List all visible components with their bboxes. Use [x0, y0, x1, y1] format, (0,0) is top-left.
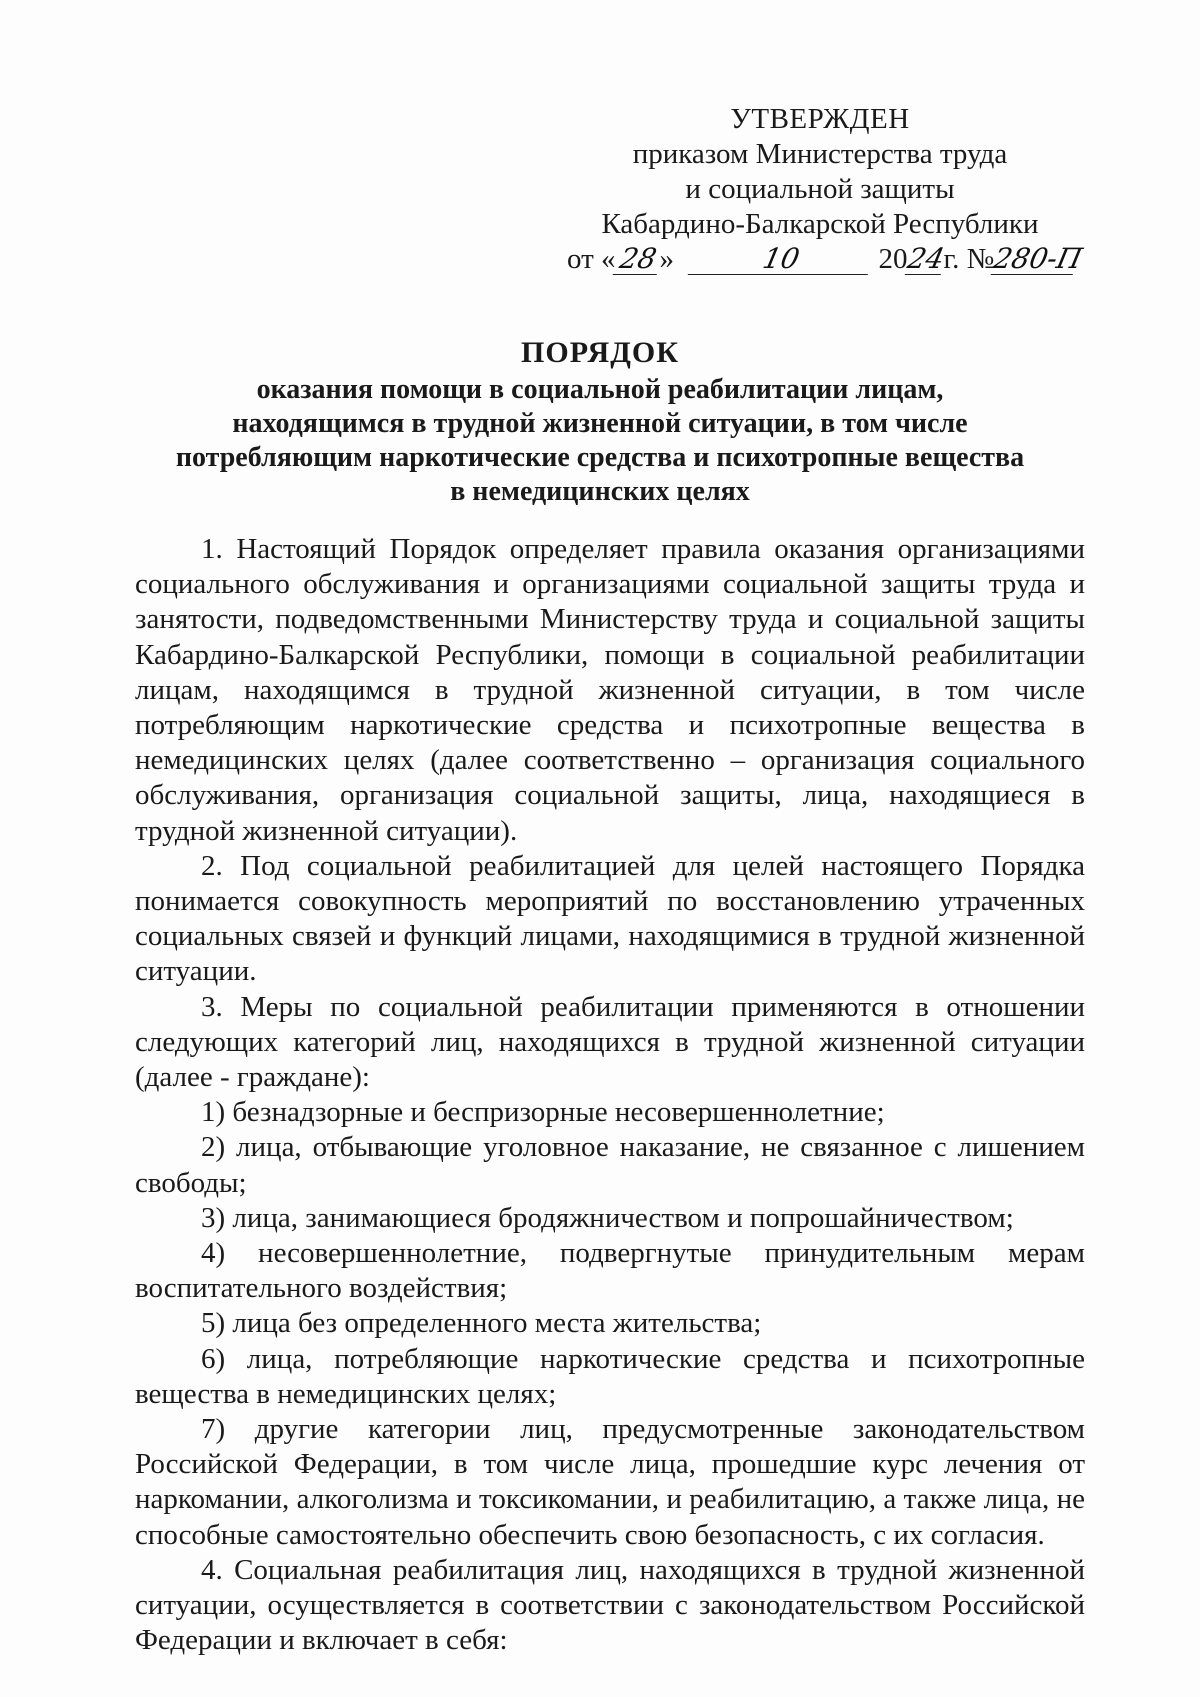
date-prefix: от «: [567, 243, 616, 275]
title-subtitle-line: потребляющим наркотические средства и психотропные вещества: [175, 442, 1025, 473]
date-day-handwritten: 28: [612, 244, 663, 275]
list-item-6: 6) лица, потребляющие наркотические средства и психотропные вещества в немедицинских целях;: [135, 1342, 1085, 1410]
approval-title: УТВЕРЖДЕН: [730, 103, 910, 135]
date-year-prefix: 20: [878, 243, 908, 275]
approval-line-1: приказом Министерства труда: [632, 138, 1008, 170]
title-subtitle-line: находящимся в трудной жизненной ситуации, в том числе: [232, 408, 968, 439]
list-item-7: 7) другие категории лиц, предусмотренные законодательством Российской Федерации, в том числе лица, прошедшие курс лечения от наркомании, алкоголизма и токсикомании, и реабилитацию, а также лица, не способные самостоятельно обеспечить свою безопасность, с их согласия.: [135, 1413, 1085, 1551]
approval-line-2: и социальной защиты: [685, 173, 955, 205]
document-body: [135, 532, 1085, 1659]
paragraph-1: 1. Настоящий Порядок определяет правила оказания организациями социального обслуживания и организациями социальной защиты труда и занятости, подведомственными Министерству труда и социальной защиты Кабардино-Балкарской Республики, помощи в социальной реабилитации лицам, находящимся в трудной жизненной ситуации, в том числе потребляющим наркотические средства и психотропные вещества в немедицинских целях (далее соответственно – организация социального обслуживания, организация социальной защиты, лица, находящиеся в трудной жизненной ситуации).: [135, 533, 1085, 847]
title-main: ПОРЯДОК: [521, 336, 679, 369]
approval-date-line: [567, 242, 1127, 277]
date-number-label: г. №: [943, 243, 995, 275]
list-item-1: 1) безнадзорные и беспризорные несовершеннолетние;: [201, 1096, 885, 1129]
date-month-handwritten: 10: [688, 244, 875, 275]
list-item-3: 3) лица, занимающиеся бродяжничеством и попрошайничеством;: [201, 1201, 1014, 1234]
paragraph-3: 3. Меры по социальной реабилитации применяются в отношении следующих категорий лиц, находящихся в трудной жизненной ситуации (далее - граждане):: [135, 990, 1085, 1094]
date-year-handwritten: 24: [904, 242, 947, 275]
paragraph-4: 4. Социальная реабилитация лиц, находящихся в трудной жизненной ситуации, осуществляется в соответствии с законодательством Российской Федерации и включает в себя:: [135, 1553, 1085, 1657]
approval-block: [560, 102, 1080, 242]
approval-line-3: Кабардино-Балкарской Республики: [601, 208, 1039, 240]
title-subtitle-line: оказания помощи в социальной реабилитации лицам,: [256, 374, 944, 405]
list-item-4: 4) несовершеннолетние, подвергнутые принудительным мерам воспитательного воздействия;: [135, 1237, 1085, 1305]
list-item-2: 2) лица, отбывающие уголовное наказание, не связанное с лишением свободы;: [135, 1131, 1085, 1199]
order-number-handwritten: 280-П: [991, 242, 1086, 275]
list-item-5: 5) лица без определенного места жительства;: [201, 1307, 762, 1340]
date-mid: »: [659, 243, 675, 275]
title-subtitle-line: в немедицинских целях: [450, 476, 750, 507]
document-title: [100, 333, 1100, 509]
paragraph-2: 2. Под социальной реабилитацией для целей настоящего Порядка понимается совокупность мероприятий по восстановлению утраченных социальных связей и функций лицами, находящимися в трудной жизненной ситуации.: [135, 849, 1085, 988]
